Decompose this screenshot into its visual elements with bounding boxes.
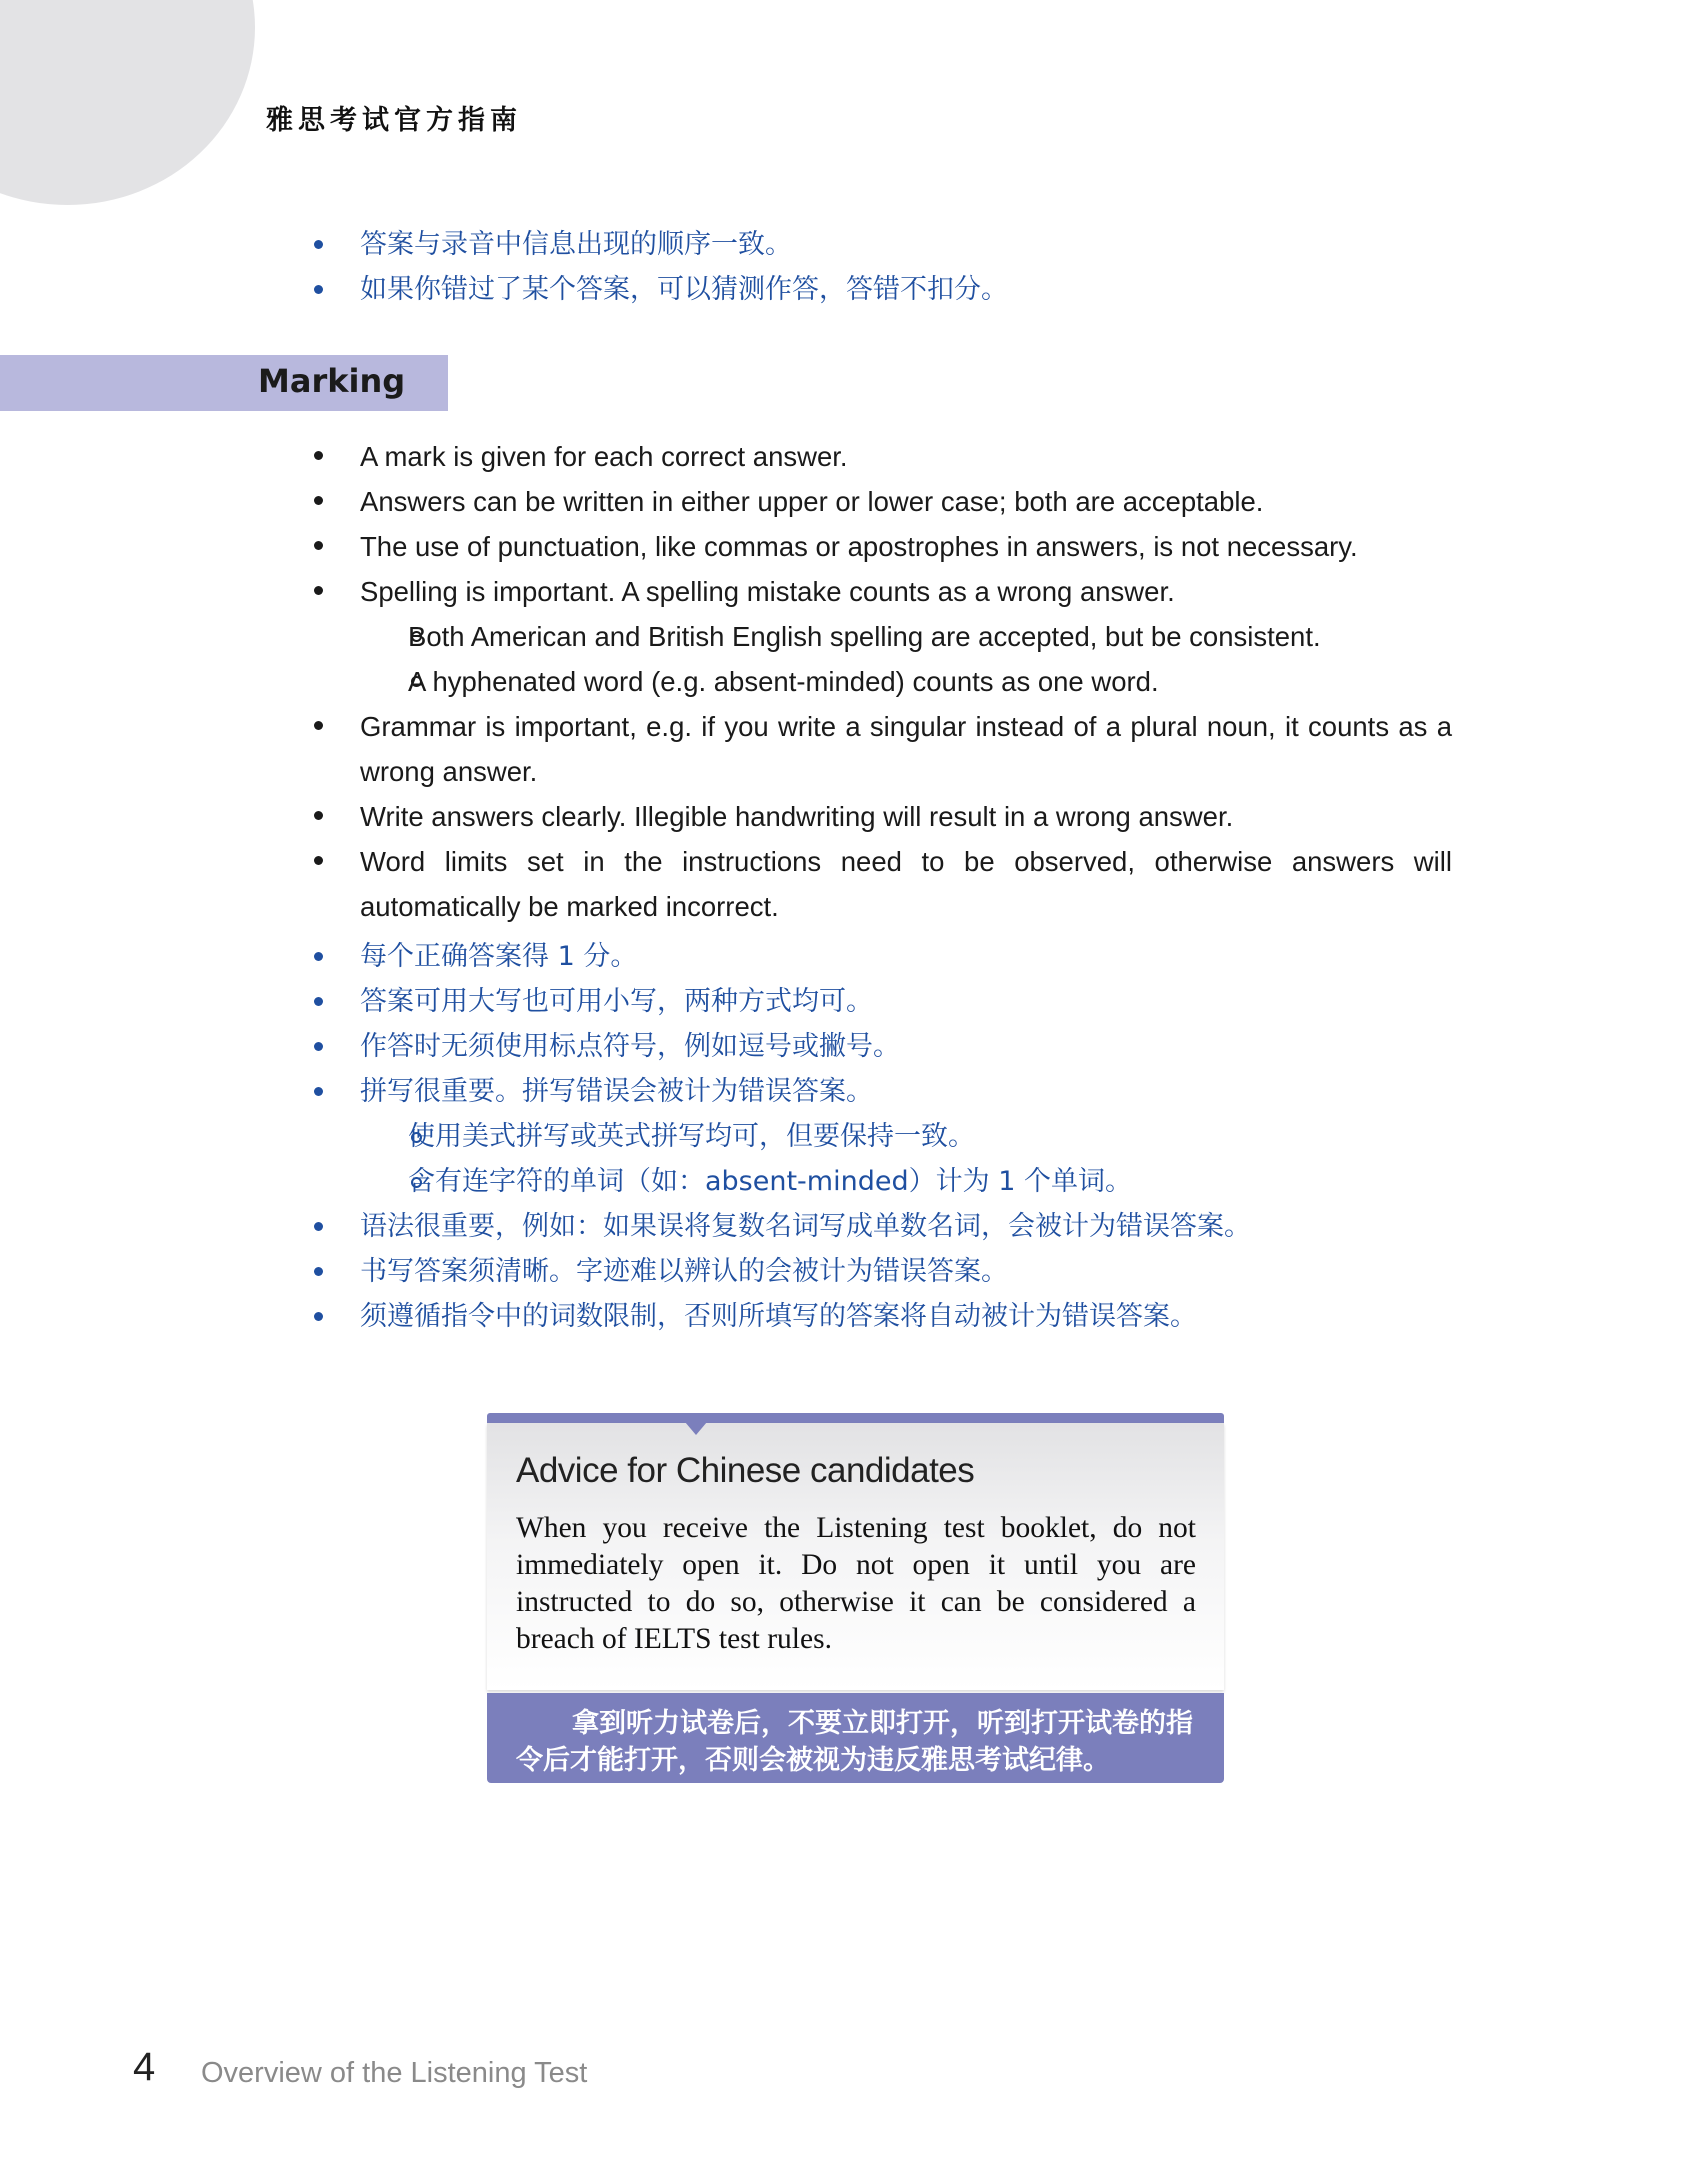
sub-list-item: Both American and British English spelling are accepted, but be consistent.	[312, 614, 1452, 659]
list-item: 如果你错过了某个答案，可以猜测作答，答错不扣分。	[312, 267, 1452, 312]
list-item: Write answers clearly. Illegible handwriting will result in a wrong answer.	[312, 794, 1452, 839]
advice-box	[487, 1413, 1224, 1783]
advice-text-cn: 拿到听力试卷后，不要立即打开，听到打开试卷的指令后才能打开，否则会被视为违反雅思考试纪律。	[516, 1708, 1193, 1776]
decorative-corner-circle	[0, 0, 255, 205]
advice-title: Advice for Chinese candidates	[516, 1451, 975, 1490]
advice-cn-panel	[487, 1693, 1224, 1783]
list-item: The use of punctuation, like commas or apostrophes in answers, is not necessary.	[312, 524, 1452, 569]
footer-title: Overview of the Listening Test	[201, 2057, 588, 2089]
sub-list-item: 使用美式拼写或英式拼写均可，但要保持一致。	[312, 1114, 1452, 1159]
list-item: 作答时无须使用标点符号，例如逗号或撇号。	[312, 1024, 1452, 1069]
sub-list-item: A hyphenated word (e.g. absent-minded) counts as one word.	[312, 659, 1452, 704]
list-item: Grammar is important, e.g. if you write a singular instead of a plural noun, it counts as a wrong answer.	[312, 704, 1452, 794]
marking-cn-bullet-list	[312, 934, 1452, 1339]
intro-cn-bullet-list	[312, 222, 1452, 312]
sub-list-item: 含有连字符的单词（如：absent-minded）计为 1 个单词。	[312, 1159, 1452, 1204]
list-item: 须遵循指令中的词数限制，否则所填写的答案将自动被计为错误答案。	[312, 1294, 1452, 1339]
advice-text-en: When you receive the Listening test booklet, do not immediately open it. Do not open it until you are instructed to do so, otherwise it can be considered a breach of IELTS test rules.	[516, 1512, 1196, 1655]
list-item: 答案与录音中信息出现的顺序一致。	[312, 222, 1452, 267]
list-item: 书写答案须清晰。字迹难以辨认的会被计为错误答案。	[312, 1249, 1452, 1294]
list-item: 答案可用大写也可用小写，两种方式均可。	[312, 979, 1452, 1024]
advice-top-bar	[487, 1413, 1224, 1423]
section-title: Marking	[258, 362, 406, 400]
list-item: Spelling is important. A spelling mistake counts as a wrong answer.	[312, 569, 1452, 614]
list-item: 每个正确答案得 1 分。	[312, 934, 1452, 979]
list-item: Word limits set in the instructions need to be observed, otherwise answers will automatically be marked incorrect.	[312, 839, 1452, 929]
list-item: 拼写很重要。拼写错误会被计为错误答案。	[312, 1069, 1452, 1114]
list-item: Answers can be written in either upper or lower case; both are acceptable.	[312, 479, 1452, 524]
running-header: 雅思考试官方指南	[266, 105, 522, 136]
marking-en-bullet-list	[312, 434, 1452, 929]
list-item: A mark is given for each correct answer.	[312, 434, 1452, 479]
page-number: 4	[133, 2045, 156, 2089]
advice-notch-icon	[685, 1422, 707, 1435]
list-item: 语法很重要，例如：如果误将复数名词写成单数名词，会被计为错误答案。	[312, 1204, 1452, 1249]
